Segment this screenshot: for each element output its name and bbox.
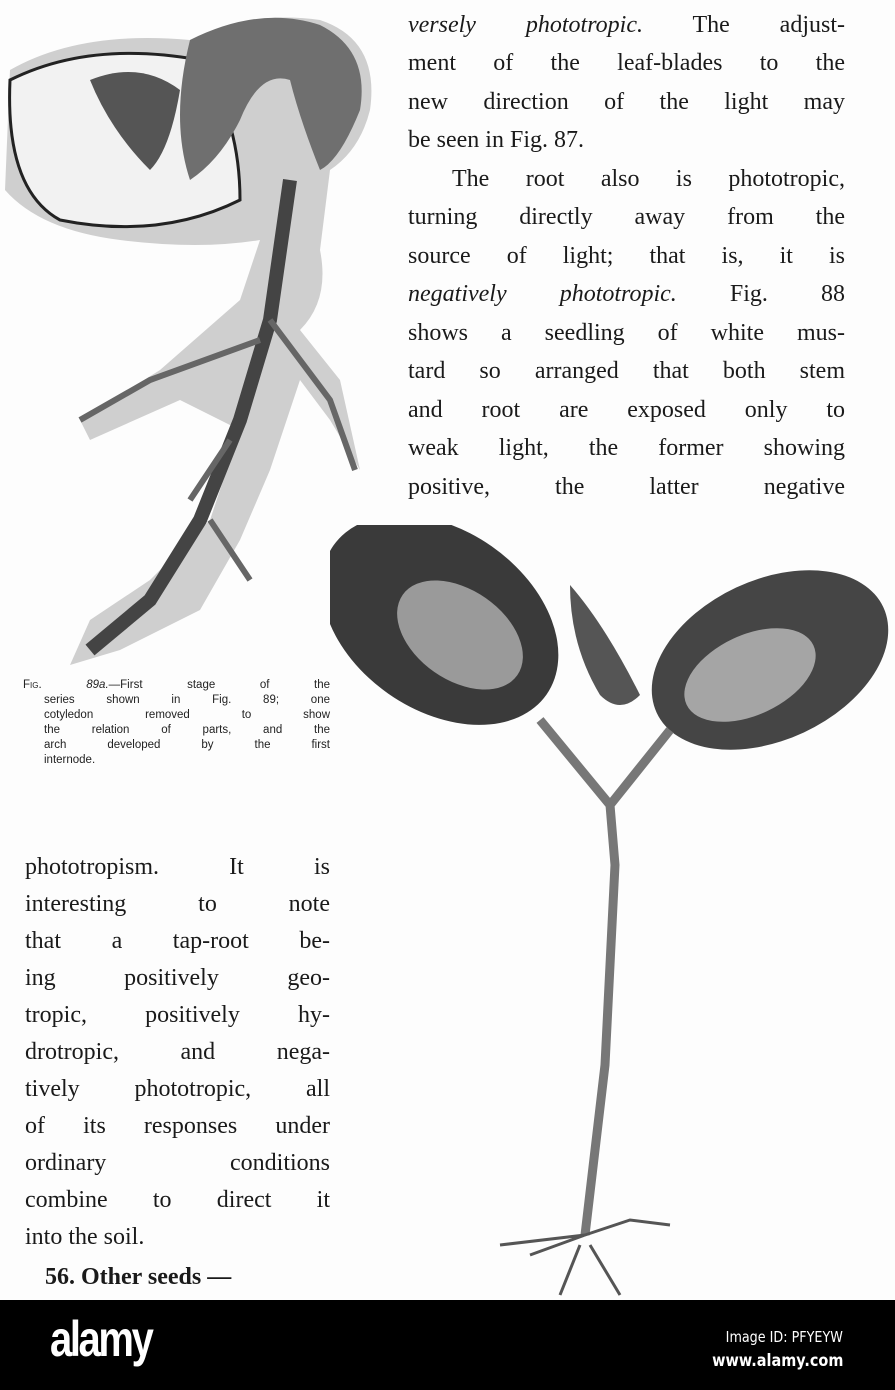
italic-term: negatively phototropic. [408, 281, 677, 307]
figure-caption-line: internode. [44, 754, 96, 766]
body-text-line: and root are exposed only to [408, 397, 845, 423]
fig-number: 89a. [86, 679, 109, 691]
body-text-line: combine to direct it [25, 1187, 330, 1213]
body-text-line: turning directly away from the [408, 204, 845, 230]
body-text-line: into the soil. [25, 1224, 145, 1250]
fig-label: Fig. [23, 679, 42, 691]
body-text-line: positive, the latter negative [408, 474, 845, 500]
text-span: Fig. 88 [729, 281, 846, 307]
body-text-line: ordinary conditions [25, 1150, 330, 1176]
mustard-seedling-illustration [330, 525, 895, 1300]
figure-caption-line: arch developed by the first [44, 739, 330, 751]
body-text-line: source of light; that is, it is [408, 243, 845, 269]
watermark-bar [0, 1300, 895, 1390]
body-text-line: tard so arranged that both stem [408, 358, 845, 384]
body-text-line [408, 279, 845, 309]
figure-caption-line [23, 678, 330, 692]
section-heading: 56. Other seeds — [45, 1264, 232, 1290]
body-text-line: drotropic, and nega- [25, 1039, 330, 1065]
body-text-line: new direction of the light may [408, 89, 845, 115]
body-text-line: that a tap-root be- [25, 928, 330, 954]
figure-caption-line: the relation of parts, and the [44, 724, 330, 736]
body-text-line: tropic, positively hy- [25, 1002, 330, 1028]
body-text-line: interesting to note [25, 891, 330, 917]
italic-term: versely phototropic. [408, 12, 643, 38]
body-text-line: of its responses under [25, 1113, 330, 1139]
image-id-label: Image ID: PFYEYW [725, 1328, 843, 1346]
watermark-url: www.alamy.com [711, 1351, 843, 1371]
body-text-line: ment of the leaf-blades to the [408, 50, 845, 76]
body-text-line: be seen in Fig. 87. [408, 127, 584, 153]
text-span: The adjust- [692, 12, 845, 38]
alamy-logo: alamy [50, 1311, 152, 1367]
paragraph-start-line: The root also is phototropic, [452, 166, 845, 192]
figure-caption-line: cotyledon removed to show [44, 709, 330, 721]
body-text-line: phototropism. It is [25, 854, 330, 880]
body-text-line: shows a seedling of white mus- [408, 320, 845, 346]
body-text-line: ing positively geo- [25, 965, 330, 991]
body-text-line: tively phototropic, all [25, 1076, 330, 1102]
body-text-line: weak light, the former showing [408, 435, 845, 461]
body-text-line [408, 10, 845, 40]
text-span: —First stage of the [108, 679, 330, 691]
figure-caption-line: series shown in Fig. 89; one [44, 694, 330, 706]
bean-seedling-illustration [0, 0, 380, 680]
